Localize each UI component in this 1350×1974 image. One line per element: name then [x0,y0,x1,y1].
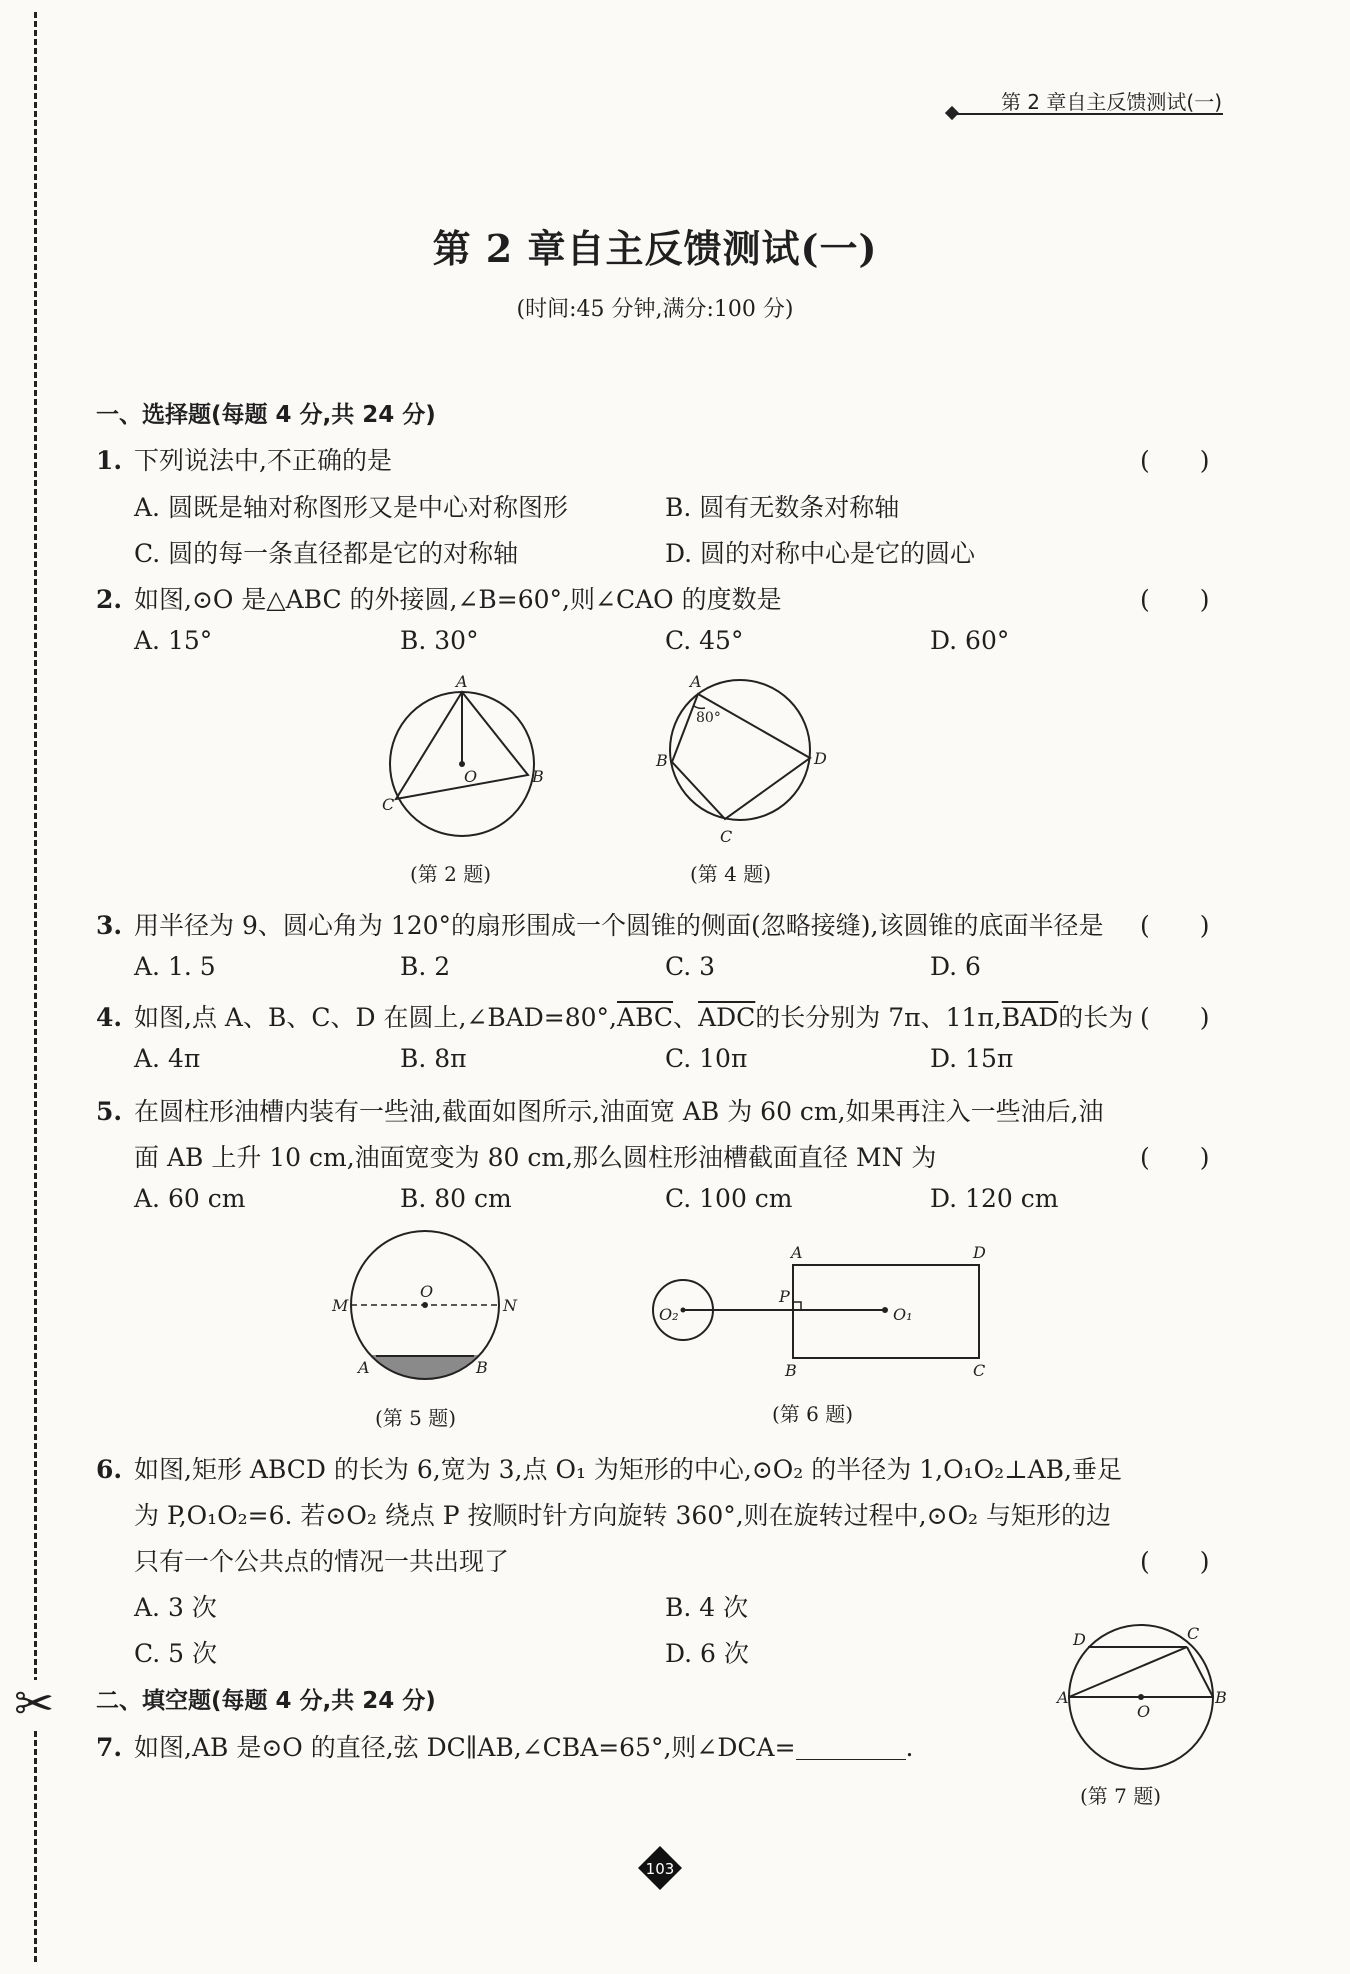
label-C: C [720,827,733,846]
running-header: 第 2 章自主反馈测试(一) [1000,90,1222,114]
q3-option-c: C. 3 [665,952,716,981]
caption-q4: (第 4 题) [690,862,772,886]
label-O2: O₂ [659,1305,679,1324]
q5-option-a: A. 60 cm [134,1184,246,1213]
q3-option-a: A. 1. 5 [134,952,216,981]
q4-option-c: C. 10π [665,1044,748,1073]
section-heading-choice: 一、选择题(每题 4 分,共 24 分) [96,402,436,428]
scissors-icon: ✂ [14,1676,55,1732]
question-6-line-3: 只有一个公共点的情况一共出现了 [134,1547,510,1576]
label-O1: O₁ [893,1305,913,1324]
label-C: C [382,795,395,814]
label-O: O [1137,1702,1151,1721]
q6-option-d: D. 6 次 [665,1639,749,1668]
label-B: B [656,751,668,770]
answer-paren-2: ( ) [1140,585,1210,614]
label-D: D [814,749,827,768]
caption-q2: (第 2 题) [410,862,492,886]
q5-option-c: C. 100 cm [665,1184,793,1213]
arc-bad: $\overline{BAD}$ [1001,1003,1059,1032]
label-D: D [1073,1630,1086,1649]
q4-option-b: B. 8π [400,1044,467,1073]
answer-paren-1: ( ) [1140,446,1210,475]
caption-q7: (第 7 题) [1080,1784,1162,1808]
label-O: O [464,767,478,786]
label-A: A [358,1358,370,1377]
q6-option-c: C. 5 次 [134,1639,217,1668]
arc-abc: $\overline{ABC}$ [617,1003,674,1032]
label-A: A [791,1243,803,1262]
label-O: O [420,1282,434,1301]
q1-option-b: B. 圆有无数条对称轴 [665,493,900,522]
question-3: 3. 用半径为 9、圆心角为 120°的扇形围成一个圆锥的侧面(忽略接缝),该圆锥的底面半径是 [96,911,1104,940]
label-P: P [779,1287,790,1306]
label-B: B [476,1358,488,1377]
label-D: D [973,1243,986,1262]
question-5-line-2: 面 AB 上升 10 cm,油面宽变为 80 cm,那么圆柱形油槽截面直径 MN 为 [134,1143,937,1172]
q6-option-b: B. 4 次 [665,1593,749,1622]
q3-option-b: B. 2 [400,952,451,981]
label-N: N [503,1296,517,1315]
label-C: C [1187,1624,1200,1643]
q3-option-d: D. 6 [930,952,981,981]
q1-option-a: A. 圆既是轴对称图形又是中心对称图形 [134,493,568,522]
page-number: 103 [645,1860,675,1878]
page-title: 第 2 章自主反馈测试(一) [432,226,878,271]
figure-q7 [1045,1605,1235,1785]
question-4: 4. 如图,点 A、B、C、D 在圆上$,\angle BAD=80^\circ,\overline{ABC}$、$\overline{ADC}$的长分别为 7π、$11\pi,\overline{BAD}$的长为 [96,1003,1134,1032]
q2-option-b: B. 30° [400,626,479,655]
label-C: C [973,1361,986,1380]
arc-adc: $\overline{ADC}$ [698,1003,756,1032]
question-1: 1. 下列说法中,不正确的是 [96,446,392,475]
answer-paren-6: ( ) [1140,1547,1210,1576]
label-A: A [690,672,702,691]
q2-option-d: D. 60° [930,626,1010,655]
label-A: A [1057,1688,1069,1707]
question-2: 2. 如图,⊙O 是△ABC 的外接圆,∠B=60°,则∠CAO 的度数是 [96,585,782,614]
page-number-badge [636,1844,684,1892]
label-angle: 80° [696,710,721,726]
label-B: B [1215,1688,1227,1707]
figure-q6 [645,1240,995,1380]
label-A: A [456,672,468,691]
answer-paren-3: ( ) [1140,911,1210,940]
label-B: B [532,767,544,786]
section-heading-fill: 二、填空题(每题 4 分,共 24 分) [96,1688,436,1714]
figure-q4 [650,672,840,852]
caption-q6: (第 6 题) [772,1402,854,1426]
q5-option-d: D. 120 cm [930,1184,1059,1213]
q1-option-c: C. 圆的每一条直径都是它的对称轴 [134,539,519,568]
answer-paren-5: ( ) [1140,1143,1210,1172]
label-B: B [785,1361,797,1380]
figure-q2 [370,672,570,852]
q2-option-c: C. 45° [665,626,744,655]
q4-option-a: A. 4π [134,1044,201,1073]
q5-option-b: B. 80 cm [400,1184,512,1213]
label-M: M [332,1296,349,1315]
question-5: 5. 在圆柱形油槽内装有一些油,截面如图所示,油面宽 AB 为 60 cm,如果再注入一些油后,油 [96,1097,1104,1126]
q6-option-a: A. 3 次 [134,1593,217,1622]
question-7: 7. 如图,AB 是⊙O 的直径,弦 DC∥AB,∠CBA=65°,则∠DCA= . [96,1733,914,1762]
q2-option-a: A. 15° [134,626,213,655]
question-6-line-2: 为 P,O₁O₂=6. 若⊙O₂ 绕点 P 按顺时针方向旋转 360°,则在旋转过程中,⊙O₂ 与矩形的边 [134,1501,1112,1530]
q1-option-d: D. 圆的对称中心是它的圆心 [665,539,976,568]
figure-q5 [320,1225,540,1390]
caption-q5: (第 5 题) [375,1406,457,1430]
answer-blank[interactable] [796,1737,906,1760]
question-6: 6. 如图,矩形 ABCD 的长为 6,宽为 3,点 O₁ 为矩形的中心,⊙O₂ 的半径为 1,O₁O₂⊥AB,垂足 [96,1455,1122,1484]
answer-paren-4: ( ) [1140,1003,1210,1032]
page-subtitle: (时间:45 分钟,满分:100 分) [516,297,794,322]
q4-option-d: D. 15π [930,1044,1014,1073]
